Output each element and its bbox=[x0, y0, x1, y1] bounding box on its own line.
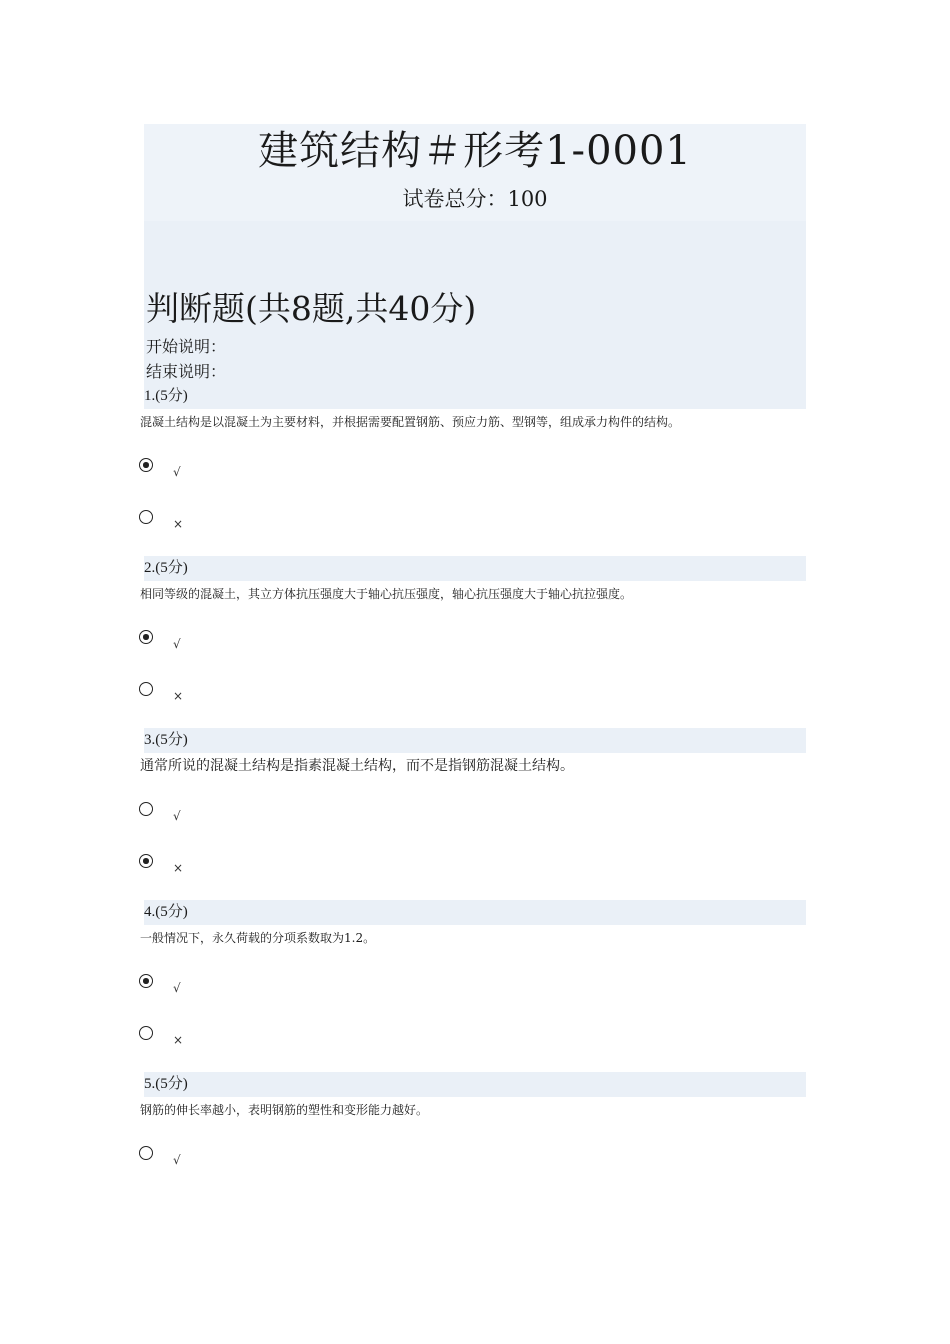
question-3-text: 通常所说的混凝土结构是指素混凝土结构，而不是指钢筋混凝土结构。 bbox=[140, 758, 574, 774]
section-start-note: 开始说明： bbox=[146, 337, 227, 356]
question-4-option-1-radio[interactable] bbox=[139, 974, 153, 988]
question-1-option-1-radio[interactable] bbox=[139, 458, 153, 472]
radio-selected-dot bbox=[143, 462, 149, 468]
question-2-option-1-label[interactable]: √ bbox=[173, 637, 181, 651]
question-2-option-1-radio[interactable] bbox=[139, 630, 153, 644]
question-4-option-1-label[interactable]: √ bbox=[173, 981, 181, 995]
question-3-option-1-radio[interactable] bbox=[139, 802, 153, 816]
question-1-option-1-label[interactable]: √ bbox=[173, 465, 181, 479]
question-1-option-2-radio[interactable] bbox=[139, 510, 153, 524]
question-5-text: 钢筋的伸长率越小，表明钢筋的塑性和变形能力越好。 bbox=[140, 1103, 429, 1117]
question-4-text: 一般情况下，永久荷载的分项系数取为1.2。 bbox=[140, 931, 376, 945]
section-title: 判断题(共8题,共40分) bbox=[146, 289, 477, 328]
question-4-option-2-radio[interactable] bbox=[139, 1026, 153, 1040]
question-3-option-2-radio[interactable] bbox=[139, 854, 153, 868]
section-end-note: 结束说明： bbox=[146, 362, 227, 381]
question-1-text: 混凝土结构是以混凝土为主要材料，并根据需要配置钢筋、预应力筋、型钢等，组成承力构件的结构。 bbox=[140, 415, 681, 429]
question-header-text: 5.(5分) bbox=[144, 1076, 188, 1092]
exam-total-score: 试卷总分：100 bbox=[402, 187, 548, 211]
exam-title: 建筑结构＃形考1-0001 bbox=[258, 128, 692, 174]
question-5-header bbox=[144, 1072, 806, 1097]
question-5-option-1-label[interactable]: √ bbox=[173, 1153, 181, 1167]
question-header-text: 4.(5分) bbox=[144, 904, 188, 920]
question-2-option-2-radio[interactable] bbox=[139, 682, 153, 696]
question-4-option-2-label[interactable]: × bbox=[173, 1033, 184, 1047]
radio-selected-dot bbox=[143, 634, 149, 640]
question-header-text: 3.(5分) bbox=[144, 732, 188, 748]
question-3-option-1-label[interactable]: √ bbox=[173, 809, 181, 823]
question-header-text: 1.(5分) bbox=[144, 388, 188, 404]
question-5-option-1-radio[interactable] bbox=[139, 1146, 153, 1160]
question-2-text: 相同等级的混凝土，其立方体抗压强度大于轴心抗压强度，轴心抗压强度大于轴心抗拉强度。 bbox=[140, 587, 633, 601]
question-2-option-2-label[interactable]: × bbox=[173, 689, 184, 703]
question-header-text: 2.(5分) bbox=[144, 560, 188, 576]
question-3-option-2-label[interactable]: × bbox=[173, 861, 184, 875]
question-2-header bbox=[144, 556, 806, 581]
question-3-header bbox=[144, 728, 806, 753]
question-4-header bbox=[144, 900, 806, 925]
radio-selected-dot bbox=[143, 978, 149, 984]
question-1-option-2-label[interactable]: × bbox=[173, 517, 184, 531]
question-1-header bbox=[144, 384, 806, 409]
radio-selected-dot bbox=[143, 858, 149, 864]
